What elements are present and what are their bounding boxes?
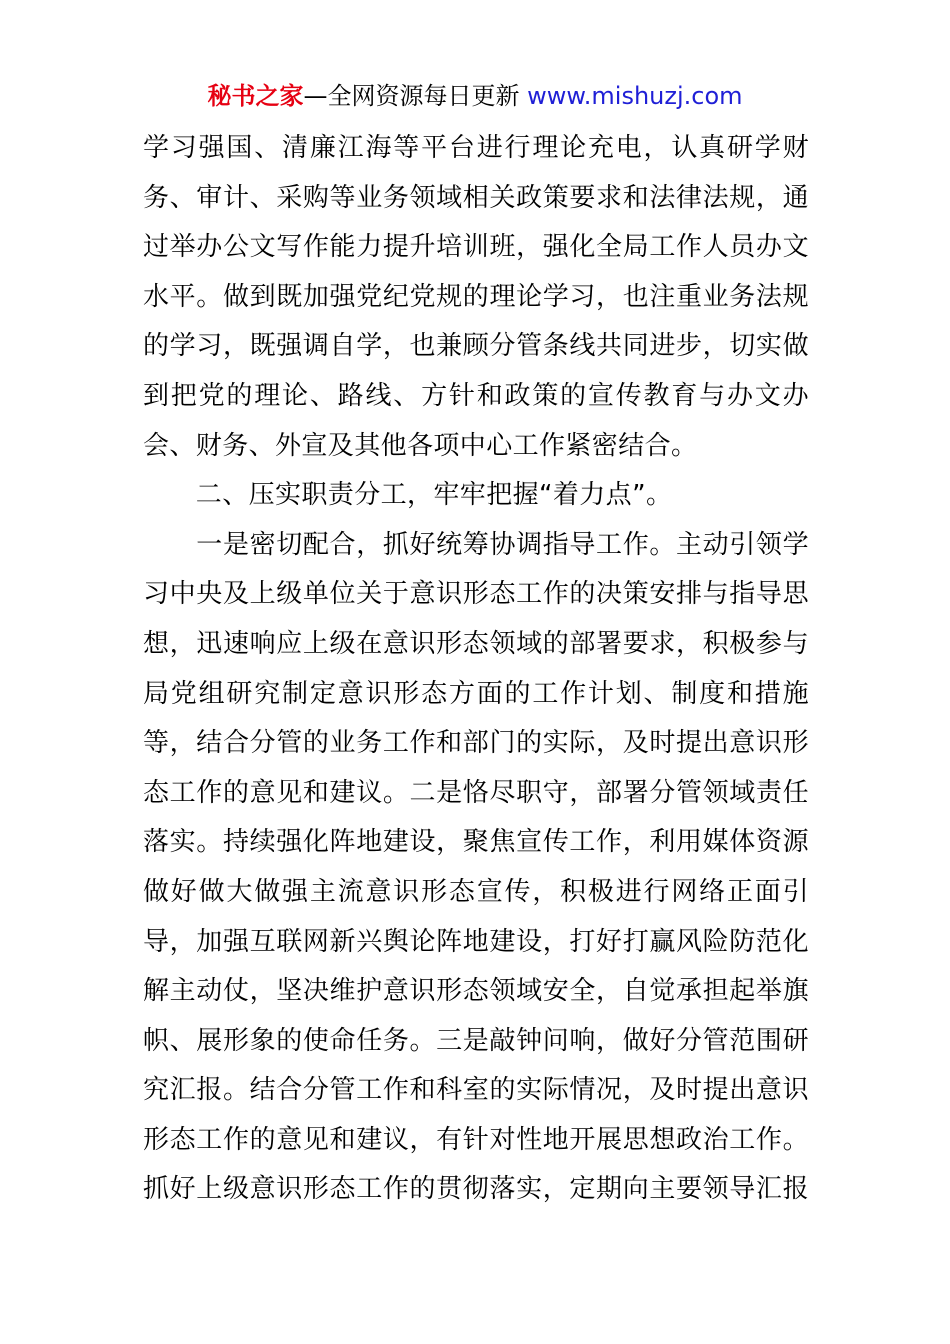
text-line: 态工作的意见和建议。二是恪尽职守，部署分管领域责任	[143, 777, 809, 808]
text-line: 的学习，既强调自学，也兼顾分管条线共同进步，切实做	[143, 331, 809, 362]
text-line: 过举办公文写作能力提升培训班，强化全局工作人员办文	[143, 232, 809, 263]
text-line: 帜、展形象的使命任务。三是敲钟问响，做好分管范围研	[143, 1025, 809, 1056]
text-line: 学习强国、清廉江海等平台进行理论充电，认真研学财	[143, 133, 809, 163]
text-line: 抓好上级意识形态工作的贯彻落实，定期向主要领导汇报	[143, 1174, 809, 1205]
text-line: 究汇报。结合分管工作和科室的实际情况，及时提出意识	[143, 1075, 809, 1106]
text-line: 务、审计、采购等业务领域相关政策要求和法律法规，通	[143, 182, 809, 213]
text-line: 形态工作的意见和建议，有针对性地开展思想政治工作。	[143, 1124, 809, 1155]
text-line: 解主动仗，坚决维护意识形态领域安全，自觉承担起举旗	[143, 976, 809, 1007]
body-text	[143, 124, 809, 1215]
text-line: 习中央及上级单位关于意识形态工作的决策安排与指导思	[143, 579, 809, 610]
text-line: 二、压实职责分工，牢牢把握“着力点”。	[143, 480, 673, 511]
text-line: 到把党的理论、路线、方针和政策的宣传教育与办文办	[143, 380, 809, 411]
text-line: 局党组研究制定意识形态方面的工作计划、制度和措施	[143, 678, 809, 709]
text-line: 等，结合分管的业务工作和部门的实际，及时提出意识形	[143, 728, 809, 759]
text-line: 会、财务、外宣及其他各项中心工作紧密结合。	[143, 430, 698, 461]
header-url-link[interactable]: www.mishuzj.com	[527, 82, 743, 110]
header-brand: 秘书之家	[207, 82, 304, 110]
text-line: 做好做大做强主流意识形态宣传，积极进行网络正面引	[143, 876, 809, 907]
header-tagline: —全网资源每日更新	[303, 82, 520, 110]
text-line: 想，迅速响应上级在意识形态领域的部署要求，积极参与	[143, 628, 809, 659]
page-header	[0, 78, 950, 114]
text-line: 一是密切配合，抓好统筹协调指导工作。主动引领学	[143, 529, 809, 560]
text-line: 水平。做到既加强党纪党规的理论学习，也注重业务法规	[143, 281, 809, 312]
text-line: 落实。持续强化阵地建设，聚焦宣传工作，利用媒体资源	[143, 827, 809, 858]
text-line: 导，加强互联网新兴舆论阵地建设，打好打赢风险防范化	[143, 926, 809, 957]
